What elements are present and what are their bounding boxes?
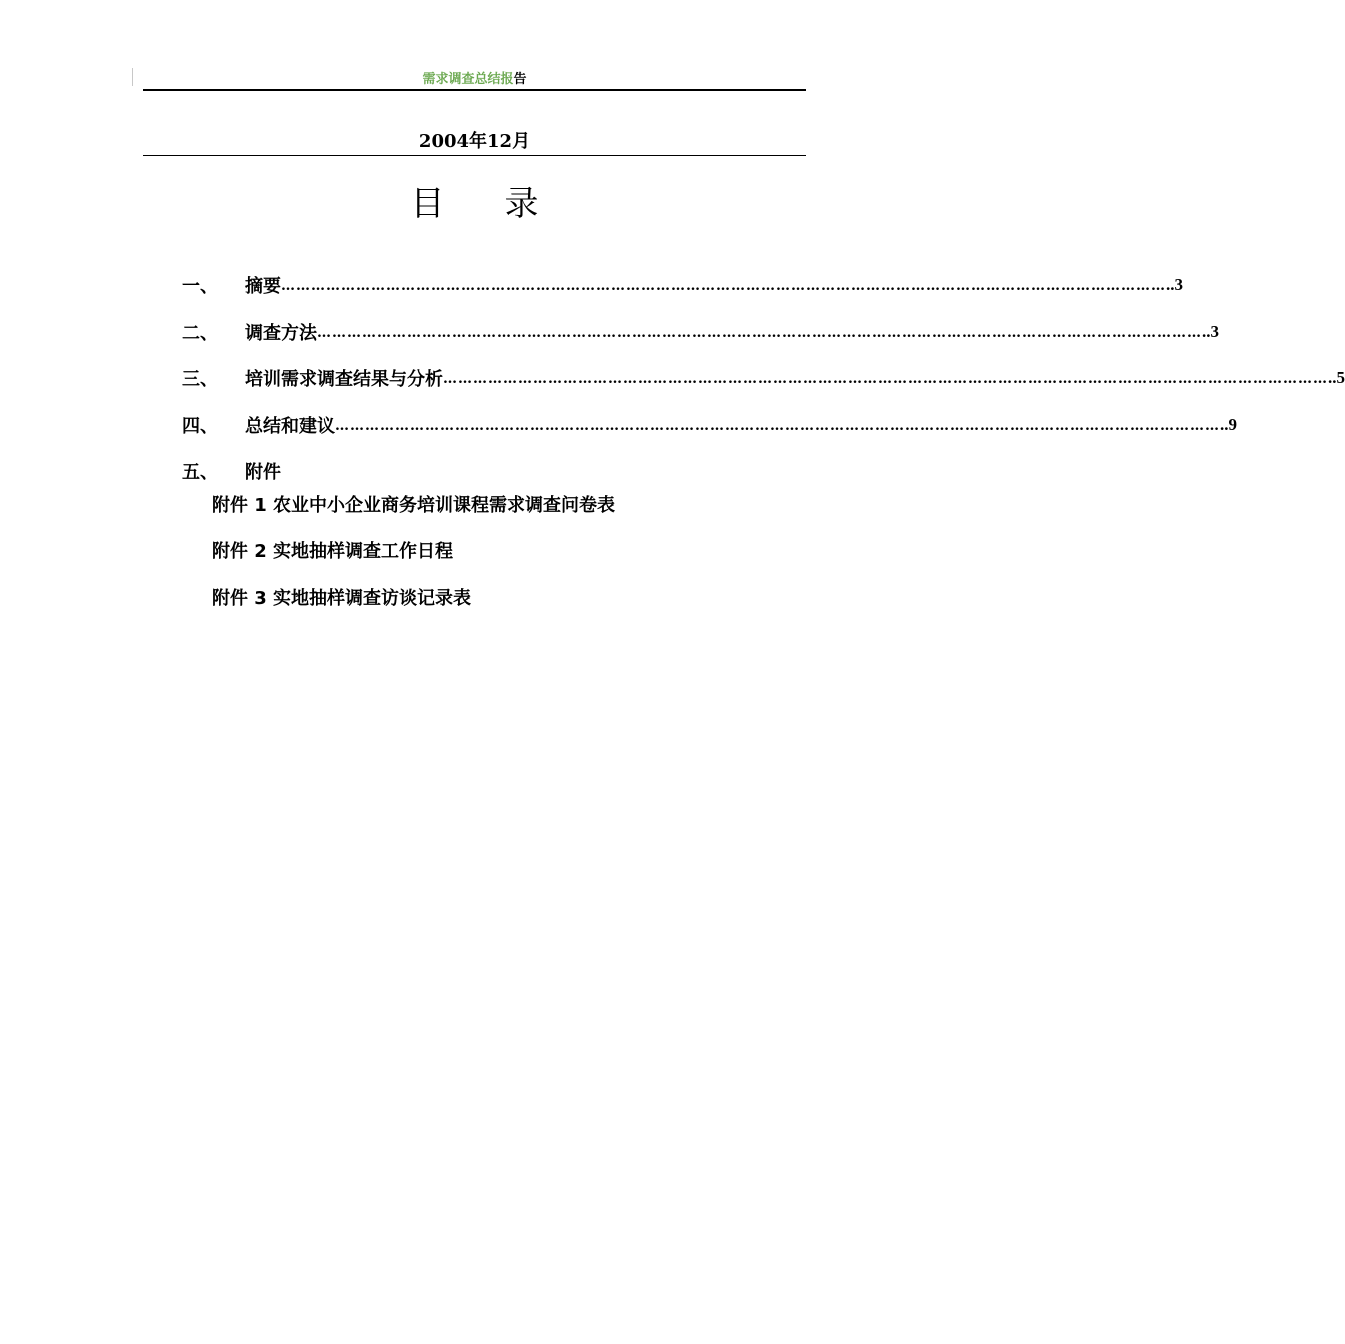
toc-item-summary[interactable] bbox=[182, 262, 1183, 309]
toc-item-label: 培训需求调查结果与分析 bbox=[245, 369, 443, 391]
header-title-dark: 告 bbox=[513, 72, 527, 87]
header-title-green: 需求调查总结报 bbox=[422, 72, 514, 87]
toc-heading bbox=[143, 180, 806, 228]
appendix-item-3[interactable]: 附件 3 实地抽样调查访谈记录表 bbox=[212, 588, 472, 609]
toc-leader-dots: …………………………………………………………………………………………………………………………………………………………… bbox=[317, 324, 1202, 341]
toc-item-page: ..3 bbox=[1166, 275, 1183, 295]
toc-item-number: 一、 bbox=[182, 276, 218, 298]
toc-item-page: ..5 bbox=[1328, 368, 1345, 388]
toc-item-methods[interactable] bbox=[182, 309, 1219, 356]
toc-leader-dots: …………………………………………………………………………………………………………………………………………………………… bbox=[281, 278, 1166, 295]
header-rule bbox=[143, 89, 806, 91]
date-rule bbox=[143, 155, 806, 156]
toc-leader-dots: …………………………………………………………………………………………………………………………………………………………… bbox=[335, 417, 1220, 434]
toc-item-conclusion[interactable] bbox=[182, 402, 1237, 449]
toc-item-label: 总结和建议 bbox=[245, 415, 335, 437]
toc-item-page: ..3 bbox=[1202, 321, 1219, 341]
appendix-item-1[interactable]: 附件 1 农业中小企业商务培训课程需求调查问卷表 bbox=[212, 495, 616, 516]
toc-leader-dots: …………………………………………………………………………………………………………………………………………………………… bbox=[443, 371, 1328, 388]
appendix-item-2[interactable]: 附件 2 实地抽样调查工作日程 bbox=[212, 541, 454, 562]
toc-item-number: 二、 bbox=[182, 322, 218, 344]
toc-item-number: 四、 bbox=[182, 415, 218, 437]
margin-marker bbox=[132, 68, 133, 86]
toc-item-number: 三、 bbox=[182, 369, 218, 391]
toc-item-label: 附件 bbox=[245, 462, 281, 484]
report-date: 2004年12月 bbox=[418, 131, 531, 152]
page-header bbox=[143, 70, 806, 90]
table-of-contents bbox=[182, 262, 1345, 495]
toc-heading-right: 录 bbox=[504, 184, 539, 224]
toc-item-page: ..9 bbox=[1220, 414, 1237, 434]
toc-item-label: 调查方法 bbox=[245, 322, 317, 344]
toc-item-results[interactable] bbox=[182, 355, 1345, 402]
toc-item-label: 摘要 bbox=[245, 276, 281, 298]
toc-item-number: 五、 bbox=[182, 462, 218, 484]
toc-item-appendix[interactable] bbox=[182, 448, 802, 495]
toc-heading-left: 目 bbox=[410, 184, 445, 224]
